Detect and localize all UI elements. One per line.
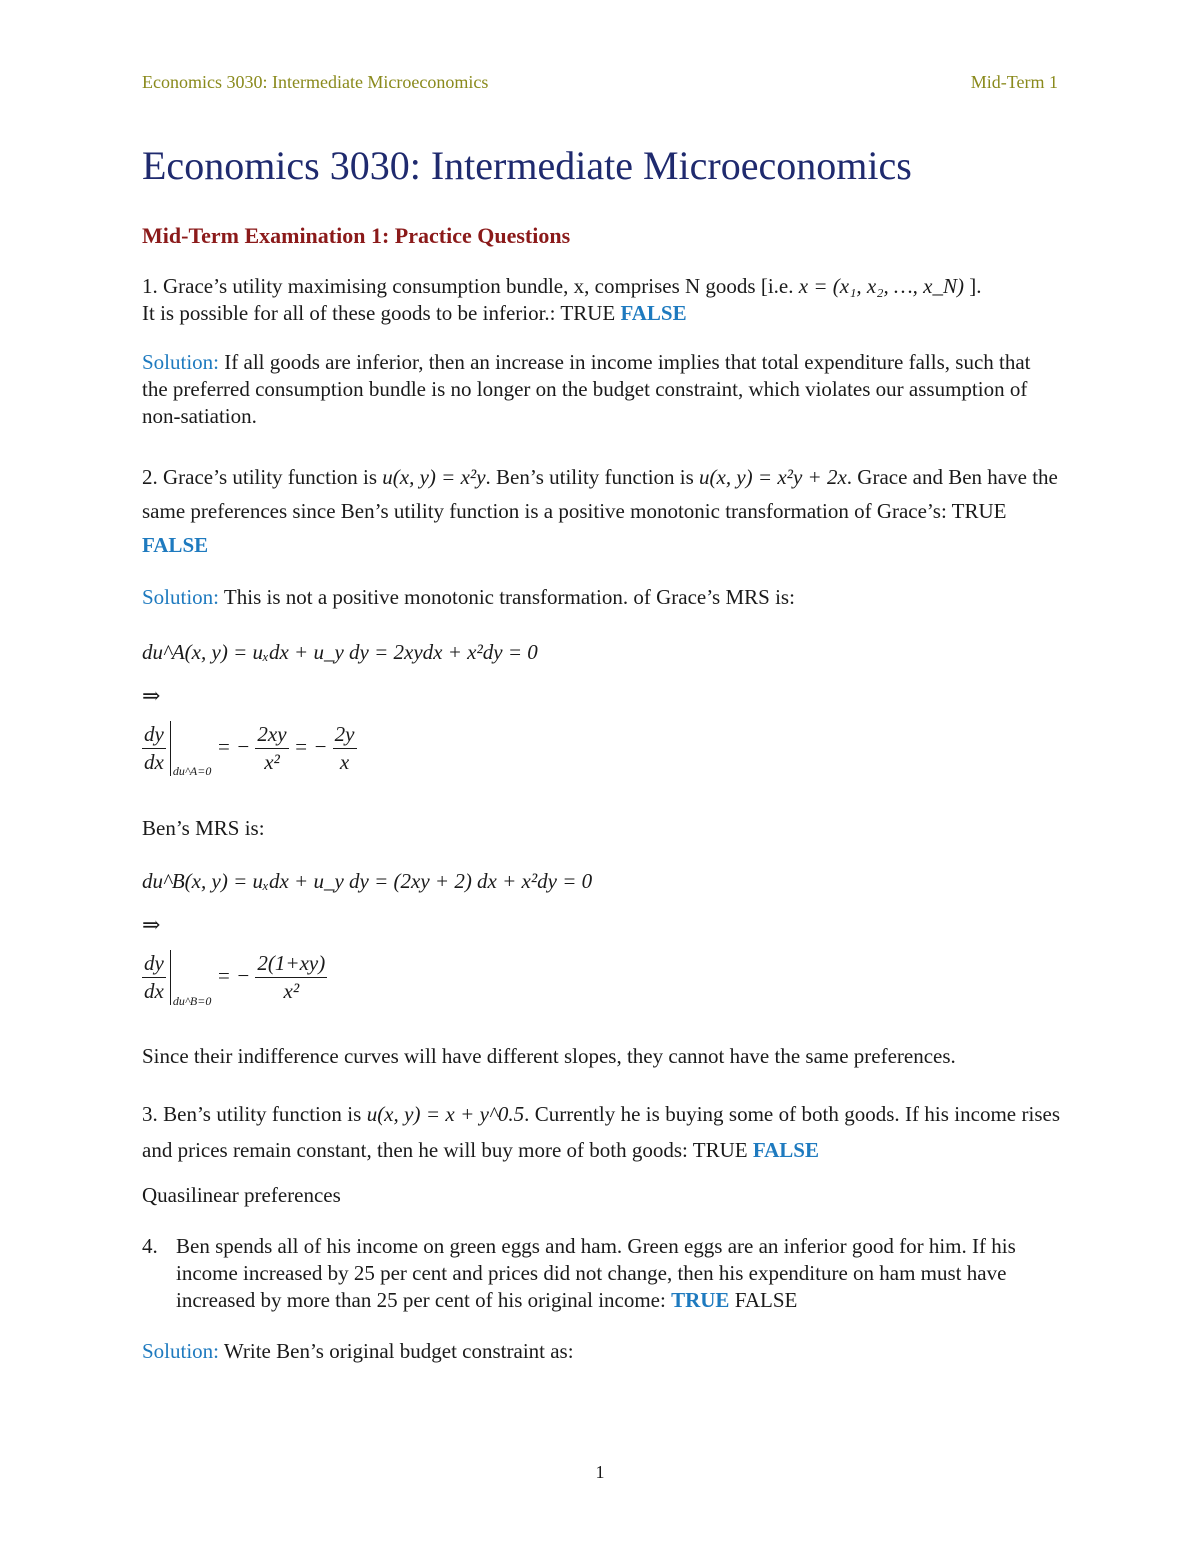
derivative-condition-a: du^A=0 — [172, 764, 212, 779]
q2-text-b: . Ben’s utility function is — [485, 465, 700, 489]
q3-text-b: . Currently he is buying some of both goods. If his income rises and prices remain constant, then he will buy more of both goods: TRUE — [142, 1101, 1060, 1162]
q4-solution — [142, 1338, 1060, 1365]
frac-a-denominator: x² — [264, 750, 280, 774]
dy-numerator-b: dy — [142, 950, 166, 978]
q1-solution-label: Solution: — [142, 350, 220, 374]
q4-answer: TRUE — [671, 1287, 730, 1312]
dx-denominator-a: dx — [144, 750, 164, 774]
q3-math: u(x, y) = x + y^0.5 — [366, 1101, 525, 1126]
dy-numerator-a: dy — [142, 721, 166, 749]
equals-minus-c: = − — [216, 963, 251, 988]
running-header-section: Mid-Term 1 — [970, 72, 1058, 92]
ben-mrs-equation: du^B(x, y) = uₓdx + u_y dy = (2xy + 2) dx + x²dy = 0 — [142, 869, 593, 894]
q1-solution-text: If all goods are inferior, then an increase in income implies that total expenditure falls, such that the preferred consumption bundle is no longer on the budget constraint, which violates our assumption of non-satiation. — [142, 350, 1031, 428]
frac-a-numerator: 2xy — [255, 721, 288, 749]
document-title: Economics 3030: Intermediate Microeconomics — [142, 143, 912, 188]
q2-math-b: u(x, y) = x²y + 2x — [699, 465, 847, 489]
question-4 — [142, 1233, 1060, 1314]
dy-dx-fraction-b — [142, 950, 166, 1005]
q2-text-c: . Grace and Ben have the same preferences since Ben’s utility function is a positive monotonic transformation of Grace’s: TRUE — [142, 465, 1058, 523]
q2-text-a: 2. Grace’s utility function is — [142, 465, 383, 489]
q1-solution — [142, 349, 1060, 430]
q1-math: x = (x₁, x₂, …, x_N) — [798, 274, 964, 298]
grace-mrs-derivative — [142, 721, 1060, 785]
q1-line2: It is possible for all of these goods to be inferior.: TRUE — [142, 301, 621, 325]
question-2 — [142, 460, 1060, 562]
fraction-2y-over-x — [333, 721, 357, 776]
q4-number: 4. — [142, 1233, 158, 1258]
document-subtitle: Mid-Term Examination 1: Practice Questions — [142, 223, 571, 248]
q4-solution-text: Write Ben’s original budget constraint as: — [219, 1338, 574, 1363]
q3-answer: FALSE — [752, 1137, 819, 1162]
q2-solution — [142, 584, 1060, 611]
q1-text-b: ]. — [964, 274, 982, 298]
q3-text-a: 3. Ben’s utility function is — [142, 1101, 367, 1126]
question-3 — [142, 1096, 1060, 1168]
implies-symbol-2: ⇒ — [142, 912, 161, 938]
derivative-eval-a — [142, 721, 171, 776]
equals-minus-a: = − — [216, 734, 251, 759]
q2-math-a: u(x, y) = x²y — [382, 465, 486, 489]
derivative-condition-b: du^B=0 — [172, 993, 212, 1008]
q2-answer: FALSE — [142, 533, 209, 557]
fraction-ben-mrs — [255, 950, 327, 1005]
equals-minus-b: = − — [293, 734, 328, 759]
q4-text-b: FALSE — [729, 1287, 798, 1312]
q2-solution-label: Solution: — [142, 585, 220, 609]
frac-b-numerator: 2y — [333, 721, 357, 749]
q1-answer: FALSE — [620, 301, 687, 325]
page-number: 1 — [595, 1462, 605, 1482]
q4-body — [176, 1233, 1060, 1314]
q2-conclusion: Since their indifference curves will have different slopes, they cannot have the same preferences. — [142, 1043, 956, 1068]
frac-b-denominator: x — [339, 750, 350, 774]
dy-dx-fraction-a — [142, 721, 166, 776]
derivative-eval-b — [142, 950, 171, 1005]
q2-solution-text: This is not a positive monotonic transformation. of Grace’s MRS is: — [219, 585, 795, 609]
q1-text-a: 1. Grace’s utility maximising consumption bundle, x, comprises N goods [i.e. — [142, 274, 799, 298]
frac-c-denominator: x² — [283, 979, 300, 1004]
fraction-2xy-over-x2 — [255, 721, 288, 776]
implies-symbol-1: ⇒ — [142, 683, 161, 708]
q4-text: Ben spends all of his income on green eggs and ham. Green eggs are an inferior good for him. If his income increased by 25 per cent and prices did not change, then his expenditure on ham must have increased by more than 25 per cent of his original income: — [176, 1233, 1016, 1312]
page-body — [142, 140, 1060, 1387]
dx-denominator-b: dx — [144, 979, 164, 1004]
grace-mrs-equation: du^A(x, y) = uₓdx + u_y dy = 2xydx + x²dy = 0 — [142, 640, 538, 664]
q3-note: Quasilinear preferences — [142, 1182, 341, 1207]
frac-c-numerator: 2(1+xy) — [255, 950, 327, 978]
ben-mrs-label: Ben’s MRS is: — [142, 816, 265, 841]
ben-mrs-derivative — [142, 950, 1060, 1014]
question-1 — [142, 273, 1060, 327]
q4-solution-label: Solution: — [142, 1338, 220, 1363]
running-header-title: Economics 3030: Intermediate Microeconomics — [142, 72, 489, 92]
